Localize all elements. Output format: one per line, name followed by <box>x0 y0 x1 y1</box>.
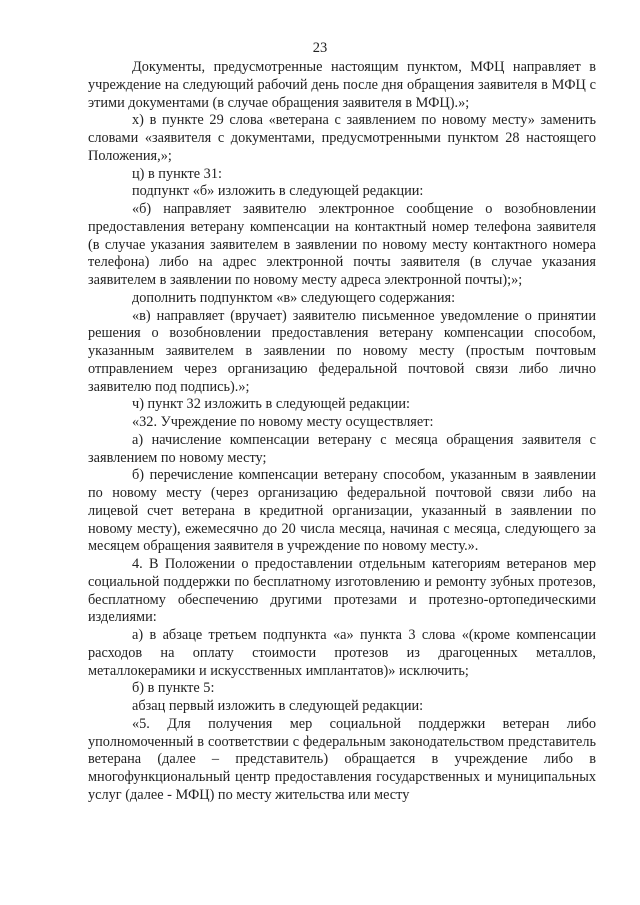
page-number: 23 <box>312 40 328 56</box>
paragraph: б) перечисление компенсации ветерану способом, указанным в заявлении по новому месту (через организацию федеральной почтовой связи либо на лицевой счет ветерана в кредитной организации, указанный в заявлении по новому месту), ежемесячно до 20 числа месяца, начиная с месяца, следующего за месяцем обращения заявителя в учреждение по новому месту.». <box>88 467 596 555</box>
paragraph: б) в пункте 5: <box>132 680 215 697</box>
paragraph: «в) направляет (вручает) заявителю письменное уведомление о принятии решения о возобновлении предоставления ветерану компенсации способом, указанным заявителем в заявлении по новому месту (простым почтовым отправлением через организацию федеральной почтовой связи либо лично заявителю под подпись).»; <box>88 307 596 395</box>
paragraph: «б) направляет заявителю электронное сообщение о возобновлении предоставления ветерану компенсации на контактный номер телефона заявителя (в случае указания заявителем в заявлении по новому месту контактного номера телефона) либо на адрес электронной почты заявителя (в случае указания заявителем в заявлении по новому месту адреса электронной почты);»; <box>88 201 596 288</box>
document-body <box>88 59 596 805</box>
paragraph: ч) пункт 32 изложить в следующей редакции: <box>132 396 410 413</box>
paragraph: дополнить подпунктом «в» следующего содержания: <box>132 289 456 306</box>
paragraph: 4. В Положении о предоставлении отдельным категориям ветеранов мер социальной поддержки по бесплатному изготовлению и ремонту зубных протезов, бесплатному обеспечению другими протезами и протезно-ортопедическими изделиями: <box>88 556 596 626</box>
paragraph: ц) в пункте 31: <box>132 165 222 182</box>
paragraph: абзац первый изложить в следующей редакции: <box>132 698 424 714</box>
paragraph: а) начисление компенсации ветерану с месяца обращения заявителя с заявлением по новому месту; <box>88 431 596 466</box>
paragraph: «32. Учреждение по новому месту осуществляет: <box>132 414 434 430</box>
paragraph: «5. Для получения мер социальной поддержки ветеран либо уполномоченный в соответствии с федеральным законодательством представитель ветерана (далее – представитель) обращается в учреждение либо в многофункциональный центр предоставления государственных и муниципальных услуг (далее - МФЦ) по месту жительства или месту <box>88 715 596 803</box>
paragraph: х) в пункте 29 слова «ветерана с заявлением по новому месту» заменить словами «заявителя с документами, предусмотренными пунктом 28 настоящего Положения,»; <box>88 112 596 164</box>
paragraph: подпункт «б» изложить в следующей редакции: <box>132 183 424 200</box>
paragraph: а) в абзаце третьем подпункта «а» пункта 3 слова «(кроме компенсации расходов на оплату стоимости протезов из драгоценных металлов, металлокерамики и искусственных имплантатов)» исключить; <box>88 627 596 679</box>
paragraph: Документы, предусмотренные настоящим пунктом, МФЦ направляет в учреждение на следующий рабочий день после дня обращения заявителя в МФЦ с этими документами (в случае обращения заявителя в МФЦ).»; <box>88 59 596 111</box>
